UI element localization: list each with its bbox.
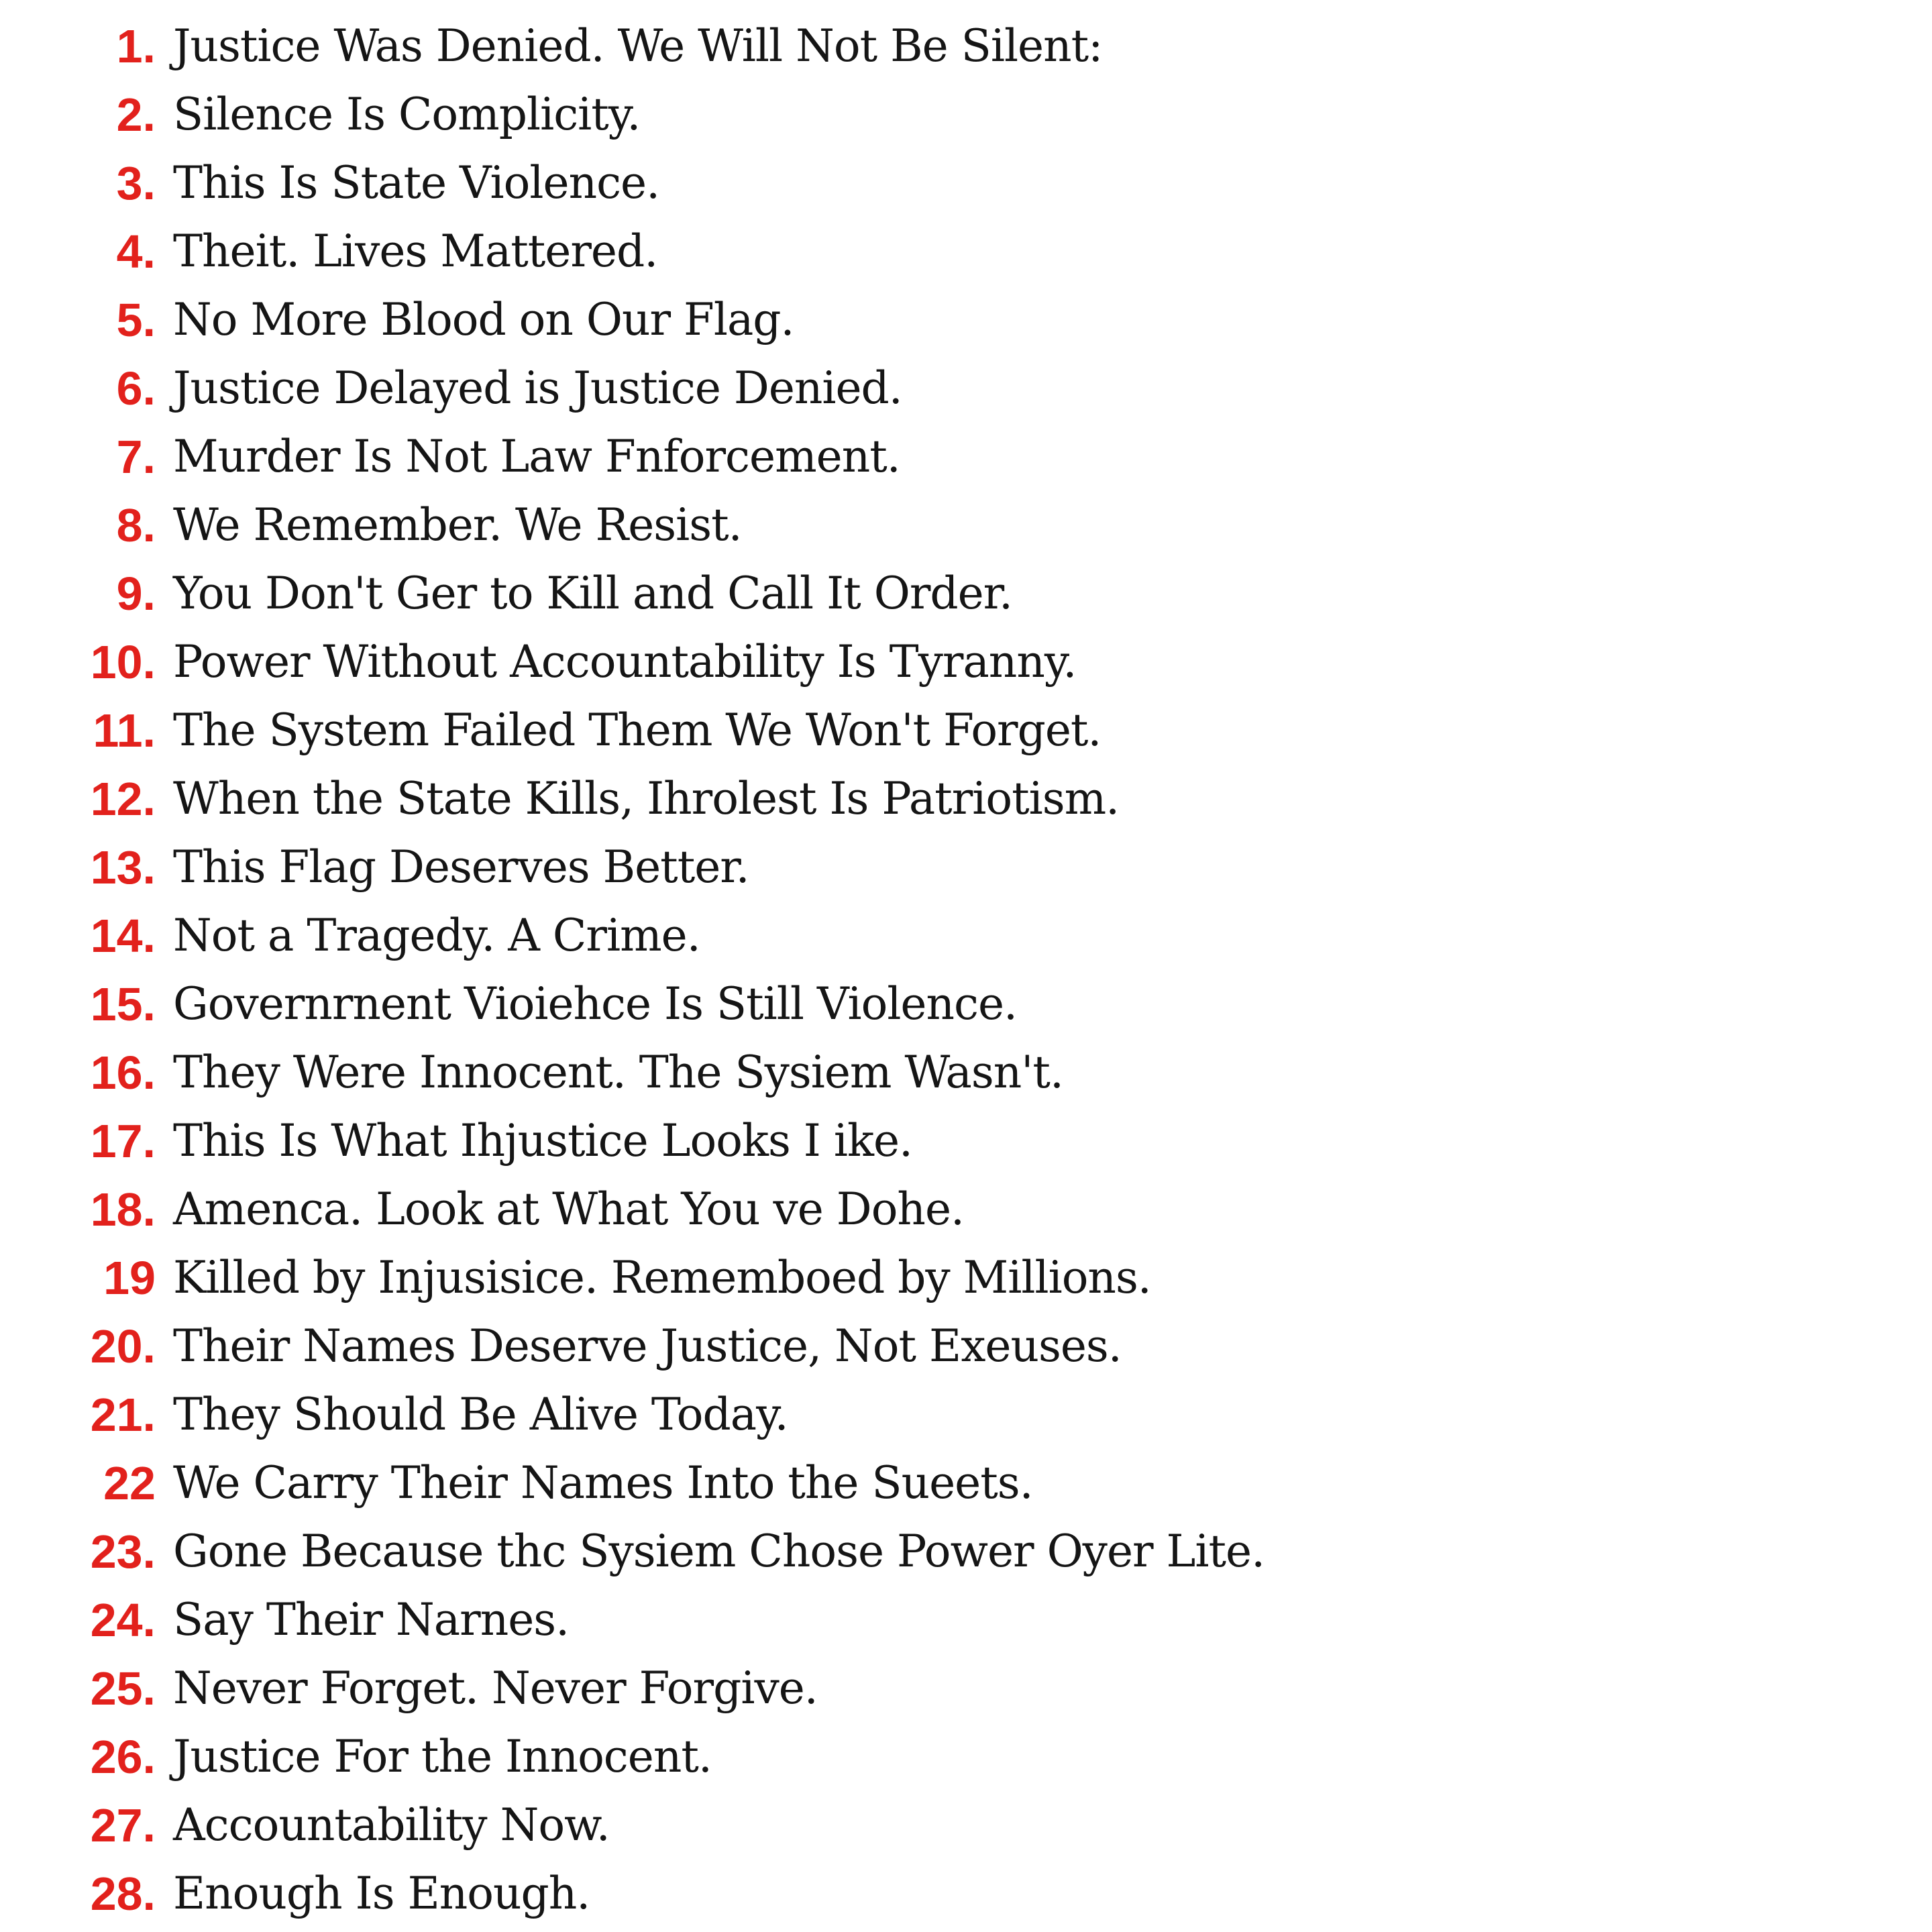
item-text: We Carry Their Names Into the Sueets. xyxy=(173,1457,1033,1509)
item-number: 22 xyxy=(103,1457,156,1509)
item-number: 4. xyxy=(116,225,156,278)
list-item xyxy=(0,1175,1932,1244)
item-number: 14. xyxy=(90,910,156,962)
item-number: 8. xyxy=(116,499,156,551)
item-number: 24. xyxy=(90,1594,156,1646)
item-number: 10. xyxy=(90,636,156,688)
item-text: Accountability Now. xyxy=(173,1799,610,1851)
item-text: You Don't Ger to Kill and Call It Order. xyxy=(173,568,1012,619)
item-text: The System Failed Them We Won't Forget. xyxy=(173,704,1102,756)
item-text: Say Their Narnes. xyxy=(173,1594,570,1646)
item-text: Theit. Lives Mattered. xyxy=(173,225,658,277)
item-number: 2. xyxy=(116,89,156,141)
list-item xyxy=(0,1860,1932,1928)
list-item xyxy=(0,12,1932,80)
item-number: 11. xyxy=(93,704,156,757)
list-item xyxy=(0,1107,1932,1175)
list-item xyxy=(0,559,1932,628)
item-text: Killed by Injusisice. Rememboed by Millions. xyxy=(173,1252,1151,1303)
item-text: We Remember. We Resist. xyxy=(173,499,742,551)
item-number: 18. xyxy=(90,1183,156,1236)
list-item xyxy=(0,1791,1932,1860)
list-item xyxy=(0,217,1932,286)
item-text: They Were Innocent. The Sysiem Wasn't. xyxy=(173,1046,1063,1098)
item-number: 26. xyxy=(90,1731,156,1783)
item-text: No More Blood on Our Flag. xyxy=(173,294,794,345)
item-text: Murder Is Not Law Fnforcement. xyxy=(173,431,900,482)
item-number: 1. xyxy=(116,20,156,72)
list-item xyxy=(0,286,1932,354)
item-number: 21. xyxy=(90,1389,156,1441)
item-text: Never Forget. Never Forgive. xyxy=(173,1662,818,1714)
list-item xyxy=(0,354,1932,423)
item-number: 6. xyxy=(116,362,156,415)
item-number: 17. xyxy=(90,1115,156,1167)
list-item xyxy=(0,1517,1932,1586)
item-number: 23. xyxy=(90,1525,156,1578)
list-item xyxy=(0,696,1932,765)
list-item xyxy=(0,1381,1932,1449)
item-number: 25. xyxy=(90,1662,156,1715)
list-item xyxy=(0,1038,1932,1107)
list-item xyxy=(0,80,1932,149)
item-text: Justice For the Innocent. xyxy=(173,1731,712,1782)
item-number: 12. xyxy=(90,773,156,825)
item-text: Governrnent Vioiehce Is Still Violence. xyxy=(173,978,1017,1030)
list-item xyxy=(0,970,1932,1038)
item-text: Not a Tragedy. A Crime. xyxy=(173,910,700,961)
item-number: 19 xyxy=(103,1252,156,1304)
list-item xyxy=(0,1654,1932,1723)
item-number: 5. xyxy=(116,294,156,346)
item-text: This Flag Deserves Better. xyxy=(173,841,749,893)
item-number: 9. xyxy=(116,568,156,620)
item-text: Justice Delayed is Justice Denied. xyxy=(173,362,902,414)
item-text: They Should Be Alive Today. xyxy=(173,1389,788,1440)
item-number: 3. xyxy=(116,157,156,209)
item-text: Their Names Deserve Justice, Not Exeuses. xyxy=(173,1320,1122,1372)
item-text: Enough Is Enough. xyxy=(173,1868,590,1919)
item-number: 16. xyxy=(90,1046,156,1099)
item-text: Gone Because thc Sysiem Chose Power Oyer Lite. xyxy=(173,1525,1265,1577)
item-number: 13. xyxy=(90,841,156,894)
list-item xyxy=(0,1586,1932,1654)
list-item xyxy=(0,765,1932,833)
item-number: 28. xyxy=(90,1868,156,1920)
item-number: 20. xyxy=(90,1320,156,1373)
list-item xyxy=(0,902,1932,970)
item-text: Justice Was Denied. We Will Not Be Silent: xyxy=(173,20,1103,72)
slogan-list xyxy=(0,12,1932,1928)
item-text: Power Without Accountability Is Tyranny. xyxy=(173,636,1077,688)
list-item xyxy=(0,833,1932,902)
item-text: Silence Is Complicity. xyxy=(173,89,641,140)
item-number: 7. xyxy=(116,431,156,483)
list-item xyxy=(0,491,1932,559)
list-item xyxy=(0,1312,1932,1381)
item-number: 15. xyxy=(90,978,156,1030)
list-item xyxy=(0,423,1932,491)
item-text: This Is What Ihjustice Looks I ike. xyxy=(173,1115,912,1167)
list-item xyxy=(0,1723,1932,1791)
list-item xyxy=(0,1449,1932,1517)
list-item xyxy=(0,149,1932,217)
item-text: Amenca. Look at What You ve Dohe. xyxy=(173,1183,964,1235)
item-text: When the State Kills, Ihrolest Is Patriotism. xyxy=(173,773,1120,824)
item-number: 27. xyxy=(90,1799,156,1851)
list-item xyxy=(0,1244,1932,1312)
list-item xyxy=(0,628,1932,696)
item-text: This Is State Violence. xyxy=(173,157,660,209)
